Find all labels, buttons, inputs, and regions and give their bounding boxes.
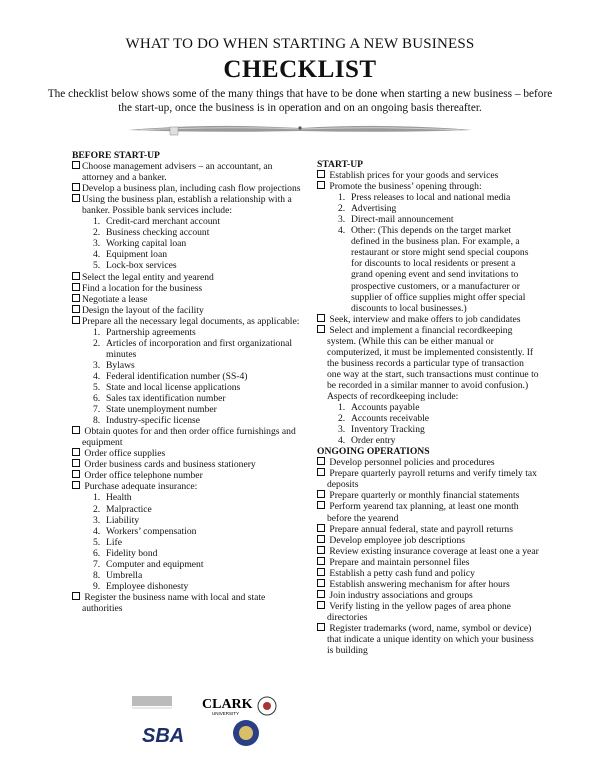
checklist-item-text: Obtain quotes for and then order office furnishings and equipment — [82, 426, 296, 449]
subitem-text: Credit-card merchant account — [106, 216, 221, 228]
checklist-item — [72, 316, 304, 327]
checklist-item-text: Promote the business’ opening through: — [327, 181, 482, 193]
sba-logo-text: SBA — [142, 725, 185, 747]
subitem-text: Direct-mail announcement — [351, 214, 454, 226]
checklist-item — [72, 592, 304, 614]
checkbox-icon[interactable] — [317, 590, 325, 598]
subitem-text: Press releases to local and national media — [351, 192, 511, 204]
checklist-item-text: Establish answering mechanism for after hours — [327, 578, 510, 590]
numbered-subitem — [72, 492, 304, 503]
checkbox-icon[interactable] — [72, 448, 80, 456]
subitem-text: Advertising — [351, 203, 397, 215]
item-number: 9. — [93, 580, 101, 592]
numbered-subitem — [317, 435, 539, 446]
checklist-item-text: Develop personnel policies and procedures — [327, 457, 495, 469]
checkbox-icon[interactable] — [317, 546, 325, 554]
numbered-subitem — [72, 249, 304, 260]
decorative-divider — [120, 119, 480, 139]
checklist-item-text: Find a location for the business — [82, 282, 203, 294]
checkbox-icon[interactable] — [317, 623, 325, 631]
subitem-text: Industry-specific license — [106, 415, 201, 427]
checklist-item — [317, 568, 539, 579]
massachusetts-seal-icon — [233, 720, 259, 746]
item-number: 2. — [338, 413, 346, 425]
subitem-text: Equipment loan — [106, 249, 168, 261]
checkbox-icon[interactable] — [317, 579, 325, 587]
numbered-subitem — [72, 504, 304, 515]
checklist-item — [317, 325, 539, 402]
subitem-text: Other: (This depends on the target market defined in the business plan. For example, a restaurant or store might send special coupons for discounts to local residents or present a grand opening event and send invitations to prospective customers, or a manufacturer or supplier of office supplies might offer special discounts to local businesses.) — [351, 225, 529, 314]
numbered-subitem — [317, 192, 539, 203]
checklist-item-text: Establish prices for your goods and services — [327, 170, 499, 182]
checkbox-icon[interactable] — [317, 181, 325, 189]
checkbox-icon[interactable] — [72, 161, 80, 169]
numbered-subitem — [72, 393, 304, 404]
checklist-item — [72, 470, 304, 481]
item-number: 4. — [93, 525, 101, 537]
checkbox-icon[interactable] — [72, 426, 80, 434]
checklist-item — [72, 294, 304, 305]
checklist-item — [317, 490, 539, 501]
checklist-item — [72, 459, 304, 470]
checklist-item-text: Verify listing in the yellow pages of area phone directories — [327, 600, 511, 623]
subitem-text: Health — [106, 492, 132, 504]
item-number: 2. — [93, 337, 101, 349]
numbered-subitem — [72, 382, 304, 393]
item-number: 4. — [338, 225, 346, 237]
checkbox-icon[interactable] — [72, 481, 80, 489]
checklist-item — [317, 557, 539, 568]
subitem-text: Computer and equipment — [106, 558, 204, 570]
checklist-item-text: Register the business name with local and state authorities — [82, 591, 266, 614]
numbered-subitem — [317, 413, 539, 424]
numbered-subitem — [317, 214, 539, 225]
checkbox-icon[interactable] — [72, 459, 80, 467]
subitem-text: Liability — [106, 514, 140, 526]
numbered-subitem — [72, 371, 304, 382]
subitem-text: Bylaws — [106, 359, 135, 371]
checklist-item-text: Purchase adequate insurance: — [82, 481, 198, 493]
item-number: 1. — [338, 192, 346, 204]
subitem-text: Federal identification number (SS-4) — [106, 370, 248, 382]
subitem-text: State and local license applications — [106, 381, 241, 393]
checkbox-icon[interactable] — [317, 535, 325, 543]
item-number: 2. — [93, 227, 101, 239]
checklist-item-text: Order office supplies — [82, 448, 166, 460]
checklist-item-text: Negotiate a lease — [82, 293, 148, 305]
intro-text: The checklist below shows some of the many things that have to be done when starting a new business – before the start-up, once the business is in operation and on an ongoing basis thereafter. — [47, 88, 553, 114]
subitem-text: Lock-box services — [106, 260, 177, 272]
clark-logo-text: CLARK — [202, 697, 253, 712]
numbered-subitem — [72, 415, 304, 426]
checkbox-icon[interactable] — [317, 557, 325, 565]
numbered-subitem — [72, 526, 304, 537]
checkbox-icon[interactable] — [317, 170, 325, 178]
before-startup-column — [72, 150, 304, 614]
checklist-item — [317, 535, 539, 546]
item-number: 7. — [93, 404, 101, 416]
item-number: 4. — [93, 249, 101, 261]
subitem-text: Working capital loan — [106, 238, 187, 250]
checklist-item-text: Prepare annual federal, state and payroll returns — [327, 523, 513, 535]
checklist-item-text: Perform yearend tax planning, at least one month before the yearend — [327, 501, 519, 524]
checkbox-icon[interactable] — [317, 601, 325, 609]
numbered-subitem — [72, 227, 304, 238]
checklist-item — [72, 272, 304, 283]
item-number: 1. — [93, 492, 101, 504]
sponsor-logos — [128, 690, 288, 750]
checklist-item — [317, 457, 539, 468]
subitem-text: Malpractice — [106, 503, 152, 515]
startup-column — [317, 159, 539, 656]
item-number: 6. — [93, 547, 101, 559]
checkbox-icon[interactable] — [317, 524, 325, 532]
checklist-item-text: Design the layout of the facility — [82, 304, 204, 316]
checklist-item-text: Prepare quarterly payroll returns and verify timely tax deposits — [327, 468, 537, 491]
item-number: 8. — [93, 415, 101, 427]
checkbox-icon[interactable] — [72, 294, 80, 302]
subitem-text: Partnership agreements — [106, 326, 196, 338]
item-number: 3. — [338, 214, 346, 226]
checkbox-icon[interactable] — [72, 272, 80, 280]
numbered-subitem — [72, 360, 304, 371]
item-number: 3. — [93, 238, 101, 250]
item-number: 3. — [338, 424, 346, 436]
checklist-item-text: Using the business plan, establish a relationship with a banker. Possible bank services include: — [82, 194, 292, 217]
subitem-text: State unemployment number — [106, 404, 217, 416]
checklist-item-text: Develop employee job descriptions — [327, 534, 466, 546]
checklist-item — [72, 305, 304, 316]
numbered-subitem — [317, 203, 539, 214]
numbered-subitem — [317, 225, 539, 313]
numbered-subitem — [72, 537, 304, 548]
page-title: CHECKLIST — [223, 56, 377, 83]
checkbox-icon[interactable] — [317, 314, 325, 322]
checklist-item-text: Select the legal entity and yearend — [82, 271, 214, 283]
checklist-item — [317, 181, 539, 192]
item-number: 5. — [93, 536, 101, 548]
numbered-subitem — [72, 581, 304, 592]
numbered-subitem — [72, 338, 304, 360]
subitem-text: Inventory Tracking — [351, 424, 425, 436]
item-number: 3. — [93, 514, 101, 526]
checklist-item — [72, 283, 304, 294]
checklist-item-text: Order business cards and business stationery — [82, 459, 256, 471]
checkbox-icon[interactable] — [317, 468, 325, 476]
checkbox-icon[interactable] — [72, 305, 80, 313]
checklist-item-text: Prepare and maintain personnel files — [327, 556, 470, 568]
item-number: 1. — [93, 326, 101, 338]
checklist-item — [317, 170, 539, 181]
before-startup-heading: BEFORE START-UP — [72, 150, 160, 161]
checkbox-icon[interactable] — [317, 568, 325, 576]
checkbox-icon[interactable] — [72, 194, 80, 202]
item-number: 1. — [93, 216, 101, 228]
item-number: 2. — [93, 503, 101, 515]
checklist-item — [317, 590, 539, 601]
checklist-item — [317, 546, 539, 557]
subitem-text: Life — [106, 536, 122, 548]
checkbox-icon[interactable] — [72, 283, 80, 291]
checklist-item — [72, 481, 304, 492]
numbered-subitem — [72, 559, 304, 570]
checkbox-icon[interactable] — [317, 501, 325, 509]
subitem-text: Order entry — [351, 435, 396, 447]
subitem-text: Sales tax identification number — [106, 393, 226, 405]
item-number: 1. — [338, 402, 346, 414]
checklist-item-text: Join industry associations and groups — [327, 589, 473, 601]
numbered-subitem — [72, 570, 304, 581]
checklist-item — [72, 161, 304, 183]
checklist-item — [317, 524, 539, 535]
checklist-item — [72, 194, 304, 216]
checklist-item-text: Register trademarks (word, name, symbol or device) that indicate a unique identity on which your business is building — [327, 622, 534, 657]
clark-logo-subtext: UNIVERSITY — [212, 711, 240, 716]
before-startup-list — [72, 161, 304, 614]
checklist-item-text: Establish a petty cash fund and policy — [327, 567, 475, 579]
checkbox-icon[interactable] — [72, 470, 80, 478]
checklist-item — [72, 183, 304, 194]
item-number: 3. — [93, 359, 101, 371]
item-number: 5. — [93, 260, 101, 272]
checkbox-icon[interactable] — [72, 592, 80, 600]
item-number: 4. — [338, 435, 346, 447]
checklist-item — [317, 314, 539, 325]
numbered-subitem — [72, 404, 304, 415]
checklist-item-text: Review existing insurance coverage at least one a year — [327, 545, 539, 557]
checklist-item — [72, 448, 304, 459]
numbered-subitem — [72, 548, 304, 559]
item-number: 2. — [338, 203, 346, 215]
checklist-item — [72, 426, 304, 448]
checklist-item-text: Develop a business plan, including cash flow projections — [82, 183, 301, 195]
checklist-item — [317, 501, 539, 523]
checklist-item — [317, 601, 539, 623]
checkbox-icon[interactable] — [317, 325, 325, 333]
ongoing-list — [317, 457, 539, 656]
item-number: 5. — [93, 381, 101, 393]
item-number: 4. — [93, 370, 101, 382]
numbered-subitem — [72, 216, 304, 227]
checklist-item-text: Seek, interview and make offers to job candidates — [327, 313, 521, 325]
subtitle: WHAT TO DO WHEN STARTING A NEW BUSINESS — [125, 36, 475, 52]
checkbox-icon[interactable] — [72, 316, 80, 324]
numbered-subitem — [317, 402, 539, 413]
numbered-subitem — [72, 327, 304, 338]
subitem-text: Umbrella — [106, 569, 143, 581]
checklist-item-text: Prepare all the necessary legal documents, as applicable: — [82, 315, 300, 327]
checklist-item-text: Prepare quarterly or monthly financial statements — [327, 490, 520, 502]
checklist-item-text: Select and implement a financial recordkeeping system. (While this can be either manual or computerized, it must be implemented consistently. If the business records a particular type of transaction one way at the start, such transactions must continue to be recorded in a similar manner to avoid confusion.) Aspects of recordkeeping include: — [327, 324, 539, 402]
item-number: 7. — [93, 558, 101, 570]
checkbox-icon[interactable] — [317, 457, 325, 465]
massachusetts-sbdc-logo — [132, 696, 172, 708]
checkbox-icon[interactable] — [317, 490, 325, 498]
ongoing-heading: ONGOING OPERATIONS — [317, 446, 430, 458]
subitem-text: Business checking account — [106, 227, 210, 239]
item-number: 8. — [93, 569, 101, 581]
subitem-text: Employee dishonesty — [106, 580, 189, 592]
checklist-item-text: Order office telephone number — [82, 470, 203, 482]
subitem-text: Accounts receivable — [351, 413, 430, 425]
checklist-item — [317, 579, 539, 590]
checklist-item-text: Choose management advisers – an accountant, an attorney and a banker. — [82, 161, 273, 184]
subitem-text: Articles of incorporation and first organizational minutes — [106, 337, 293, 360]
checklist-item — [317, 623, 539, 656]
checklist-item — [317, 468, 539, 490]
startup-list — [317, 170, 539, 446]
checkbox-icon[interactable] — [72, 183, 80, 191]
item-number: 6. — [93, 393, 101, 405]
university-seal-icon — [258, 697, 276, 715]
subitem-text: Accounts payable — [351, 402, 420, 414]
numbered-subitem — [317, 424, 539, 435]
numbered-subitem — [72, 260, 304, 271]
subitem-text: Workers’ compensation — [106, 525, 197, 537]
subitem-text: Fidelity bond — [106, 547, 158, 559]
startup-heading: START-UP — [317, 159, 364, 170]
numbered-subitem — [72, 515, 304, 526]
numbered-subitem — [72, 238, 304, 249]
